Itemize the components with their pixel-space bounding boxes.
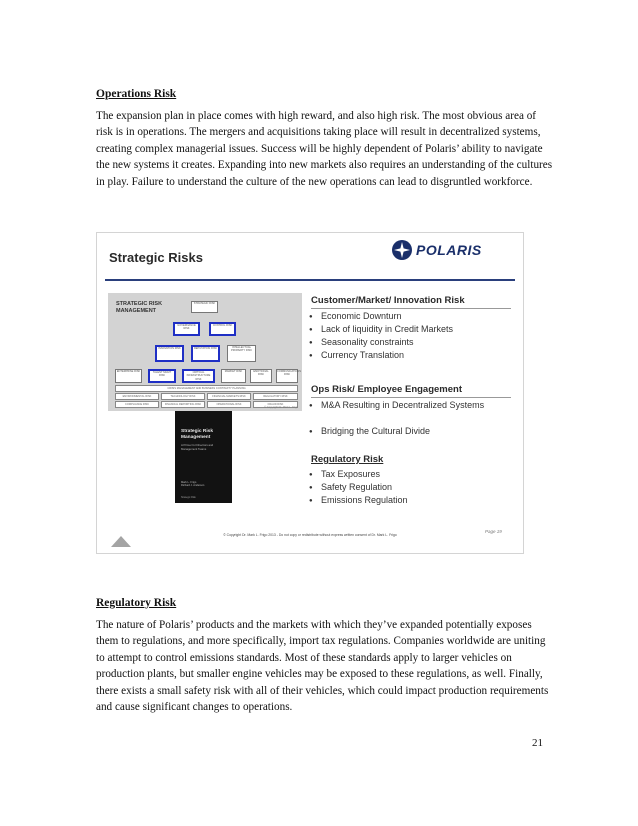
diagram-title: STRATEGIC RISK MANAGEMENT — [116, 301, 163, 314]
bullet-item: ● Safety Regulation — [321, 482, 392, 493]
diagram-bar-technology: TECHNOLOGY RISK — [161, 393, 205, 400]
page-number: 21 — [532, 737, 543, 749]
book-publisher: Strategic Risk — [181, 496, 196, 499]
book-cover — [175, 411, 232, 503]
risk-diagram — [108, 293, 302, 411]
diagram-box-emotional: EMOTIONAL RISK — [250, 369, 272, 383]
diagram-copyright-note: © Copyright Dr. Mark L. Frigo — [264, 406, 298, 409]
diagram-bar-crisis: CRISIS MANAGEMENT AND BUSINESS CONTINUITY PLANNING — [115, 385, 298, 392]
diagram-bar-compliance: COMPLIANCE RISK — [115, 401, 159, 408]
slide-title-rule — [105, 279, 515, 281]
slide-title: Strategic Risks — [109, 250, 203, 265]
diagram-bar-operational: OPERATIONAL RISK — [207, 401, 251, 408]
pyramid-icon — [111, 536, 131, 547]
diagram-box-talent: TALENT MGMT RISK — [148, 369, 176, 383]
bullet-item: ● Bridging the Cultural Divide — [321, 426, 430, 437]
diagram-box-innovation: INNOVATION RISK — [155, 345, 184, 362]
diagram-box-control: CONTROL RISK — [209, 322, 236, 336]
bullet-item: ● Seasonality constraints — [321, 337, 414, 348]
polaris-logo — [391, 239, 482, 261]
book-authors — [181, 481, 204, 488]
diagram-box-infrastructure: CRITICAL INFRASTRUCTURE RISK — [182, 369, 215, 383]
diagram-bar-regulatory: REGULATORY RISK — [253, 393, 298, 400]
diagram-bar-financial-markets: FINANCIAL MARKETS RISK — [207, 393, 251, 400]
section-rule — [311, 397, 511, 398]
diagram-box-enterprise: ENTERPRISE RISK — [115, 369, 142, 383]
slide-footer-copyright: © Copyright Dr. Mark L. Frigo 2013 - Do not copy or redistribute without express written consent of Dr. Mark L. Frigo — [223, 533, 397, 537]
diagram-box-communications: COMMUNICATIONS RISK — [276, 369, 298, 383]
slide-page-label: Page 19 — [485, 529, 502, 534]
bullet-item: ● Tax Exposures — [321, 469, 380, 480]
regulatory-risk-paragraph: The nature of Polaris’ products and the markets with which they’ve expanded potentially exposes them to regulations, and more specifically, import tax regulations. Companies worldwide are uniting to attempt to control emissions standards. Most of these standards apply to larger vehicles on production plants, but smaller engine vehicles may be exposed to these regulations, as well. Finally, there exists a small safety risk with all of their vehicles, which could impact production requirements and cause significant changes to operations. — [96, 619, 549, 714]
operations-risk-paragraph: The expansion plan in place comes with high reward, and also high risk. The most obvious area of risk is in operations. The mergers and acquisitions taking place will result in decentralized systems, creating complex managerial issues. Success will be highly dependent of Polaris’ ability to navigate the new systems it creates. Expanding into new markets also requires an understanding of the cultures in play. Failure to understand the culture of the new operations can lead to disgruntled workforce. — [96, 110, 553, 188]
bullet-item: ● Lack of liquidity in Credit Markets — [321, 324, 453, 335]
bullet-item: ● Economic Downturn — [321, 311, 402, 322]
diagram-box-market: MARKET RISK — [221, 369, 246, 383]
book-author-1: Mark L. Frigo — [181, 481, 197, 484]
polaris-star-icon — [391, 239, 413, 261]
book-title: Strategic Risk Management — [181, 429, 213, 440]
section-title-ops-risk: Ops Risk/ Employee Engagement — [311, 384, 462, 395]
diagram-box-governance: GOVERNANCE RISK — [173, 322, 200, 336]
strategic-risks-slide — [96, 232, 524, 554]
logo-text: POLARIS — [416, 242, 482, 258]
diagram-box-ip: INTELLECTUAL PROPERTY RISK — [227, 345, 256, 362]
bullet-item: ● M&A Resulting in Decentralized Systems — [321, 400, 491, 411]
bullet-item: ● Emissions Regulation — [321, 495, 408, 506]
diagram-bar-fraud: FRAUD RISK — [253, 401, 298, 408]
regulatory-risk-heading: Regulatory Risk — [96, 597, 177, 609]
operations-risk-heading: Operations Risk — [96, 88, 177, 100]
diagram-bar-environmental: ENVIRONMENTAL RISK — [115, 393, 159, 400]
book-author-2: Richard J. Anderson — [181, 484, 205, 488]
section-title-regulatory: Regulatory Risk — [311, 454, 384, 465]
diagram-box-strategic: STRATEGIC RISK — [191, 301, 218, 313]
diagram-bar-financial-reporting: FINANCIAL REPORTING RISK — [161, 401, 205, 408]
section-title-customer-market: Customer/Market/ Innovation Risk — [311, 295, 465, 306]
diagram-box-reputation: REPUTATION RISK — [191, 345, 220, 362]
book-subtitle: A Primer for Directors and Management Teams — [181, 443, 214, 451]
bullet-item: ● Currency Translation — [321, 350, 404, 361]
section-rule — [311, 308, 511, 309]
